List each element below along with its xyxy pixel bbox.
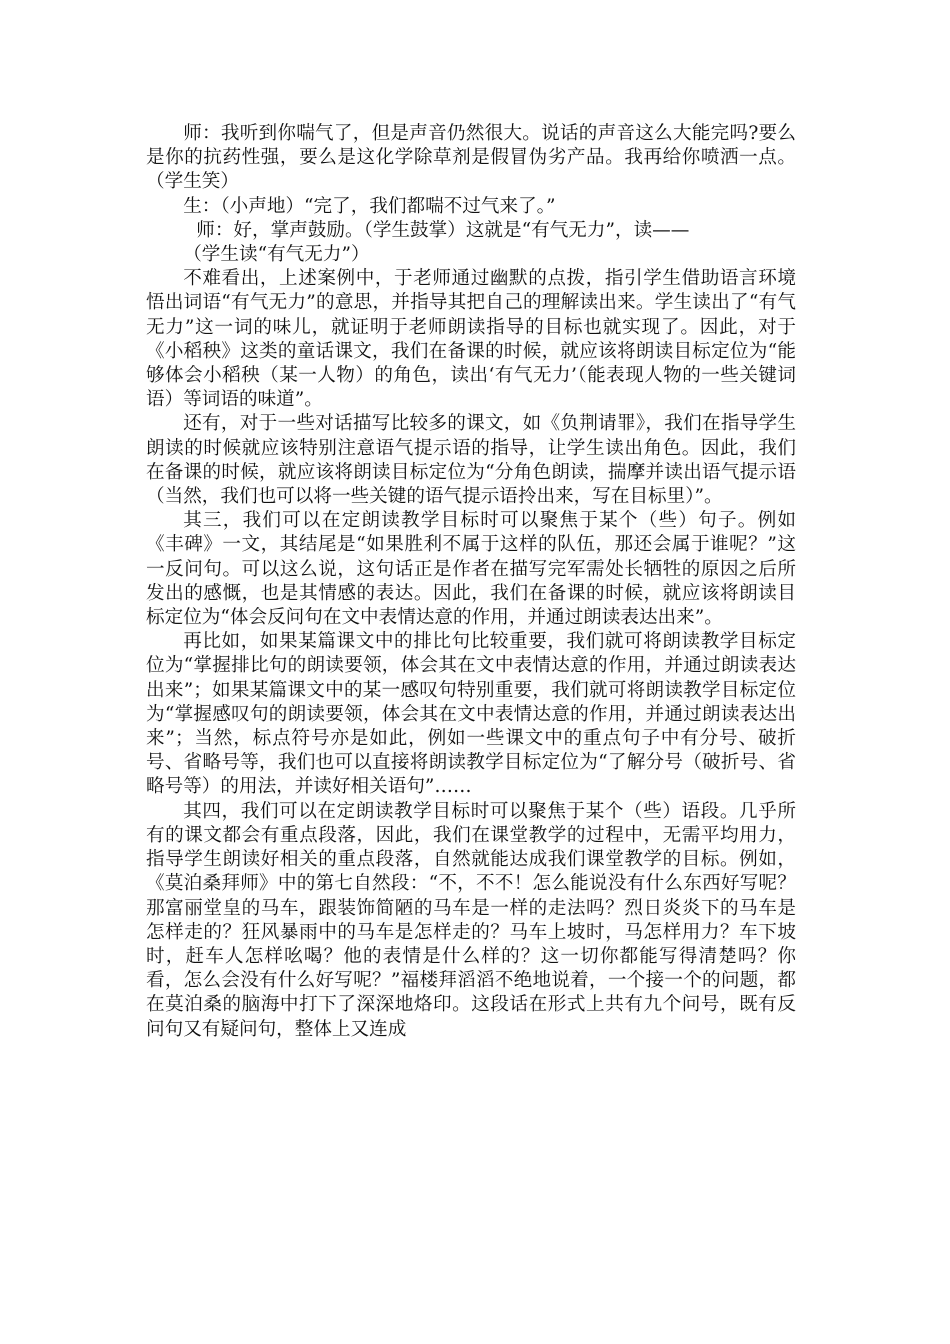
paragraph-student-read: （学生读“有气无力”）	[183, 244, 370, 266]
paragraph-teacher-1: 师：我听到你喘气了，但是声音仍然很大。说话的声音这么大能完吗?要么是你的抗药性强，要么是这化学除草剂是假冒伪劣产品。我再给你喷洒一点。（学生笑）	[146, 123, 796, 193]
document-page	[146, 122, 796, 1042]
paragraph-example-sentences: 再比如，如果某篇课文中的排比句比较重要，我们就可将朗读教学目标定位为“掌握排比句的朗读要领，体会其在文中表情达意的作用，并通过朗读表达出来”；如果某篇课文中的某一感叹句特别重要，我们就可将朗读教学目标定位为“掌握感叹句的朗读要领，体会其在文中表情达意的作用，并通过朗读表达出来”；当然，标点符号亦是如此，例如一些课文中的重点句子中有分号、破折号、省略号等，我们也可以直接将朗读教学目标定位为“了解分号（破折号、省略号等）的用法，并读好相关语句”……	[146, 631, 796, 798]
paragraph-analysis-2: 还有，对于一些对话描写比较多的课文，如《负荆请罪》，我们在指导学生朗读的时候就应该特别注意语气提示语的指导，让学生读出角色。因此，我们在备课的时候，就应该将朗读目标定位为“分角色朗读，揣摩并读出语气提示语（当然，我们也可以将一些关键的语气提示语拎出来，写在目标里）”。	[146, 413, 796, 508]
paragraph-third-point: 其三，我们可以在定朗读教学目标时可以聚焦于某个（些）句子。例如《丰碑》一文，其结尾是“如果胜利不属于这样的队伍，那还会属于谁呢？”这一反问句。可以这么说，这句话正是作者在描写完军需处长牺牲的原因之后所发出的感慨，也是其情感的表达。因此，我们在备课的时候，就应该将朗读目标定位为“体会反问句在文中表情达意的作用，并通过朗读表达出来”。	[146, 510, 796, 629]
paragraph-analysis-1: 不难看出，上述案例中，于老师通过幽默的点拨，指引学生借助语言环境悟出词语“有气无力”的意思，并指导其把自己的理解读出来。学生读出了“有气无力”这一词的味儿，就证明于老师朗读指导的目标也就实现了。因此，对于《小稻秧》这类的童话课文，我们在备课的时候，就应该将朗读目标定位为“能够体会小稻秧（某一人物）的角色，读出‘有气无力’（能表现人物的一些关键词语）等词语的味道”。	[146, 268, 796, 411]
paragraph-student-1: 生：（小声地）“完了，我们都喘不过气来了。”	[183, 195, 556, 217]
paragraph-teacher-2: 师：好，掌声鼓励。（学生鼓掌）这就是“有气无力”，读——	[196, 219, 690, 241]
paragraph-fourth-point: 其四，我们可以在定朗读教学目标时可以聚焦于某个（些）语段。几乎所有的课文都会有重点段落，因此，我们在课堂教学的过程中，无需平均用力，指导学生朗读好相关的重点段落，自然就能达成我们课堂教学的目标。例如，《莫泊桑拜师》中的第七自然段：“不，不不！怎么能说没有什么东西好写呢？那富丽堂皇的马车，跟装饰简陋的马车是一样的走法吗？烈日炎炎下的马车是怎样走的？狂风暴雨中的马车是怎样走的？马车上坡时，马怎样用力？车下坡时，赶车人怎样吆喝？他的表情是什么样的？这一切你都能写得清楚吗？你看，怎么会没有什么好写呢？”福楼拜滔滔不绝地说着，一个接一个的问题，都在莫泊桑的脑海中打下了深深地烙印。这段话在形式上共有九个问号，既有反问句又有疑问句，整体上又连成	[146, 800, 796, 1040]
